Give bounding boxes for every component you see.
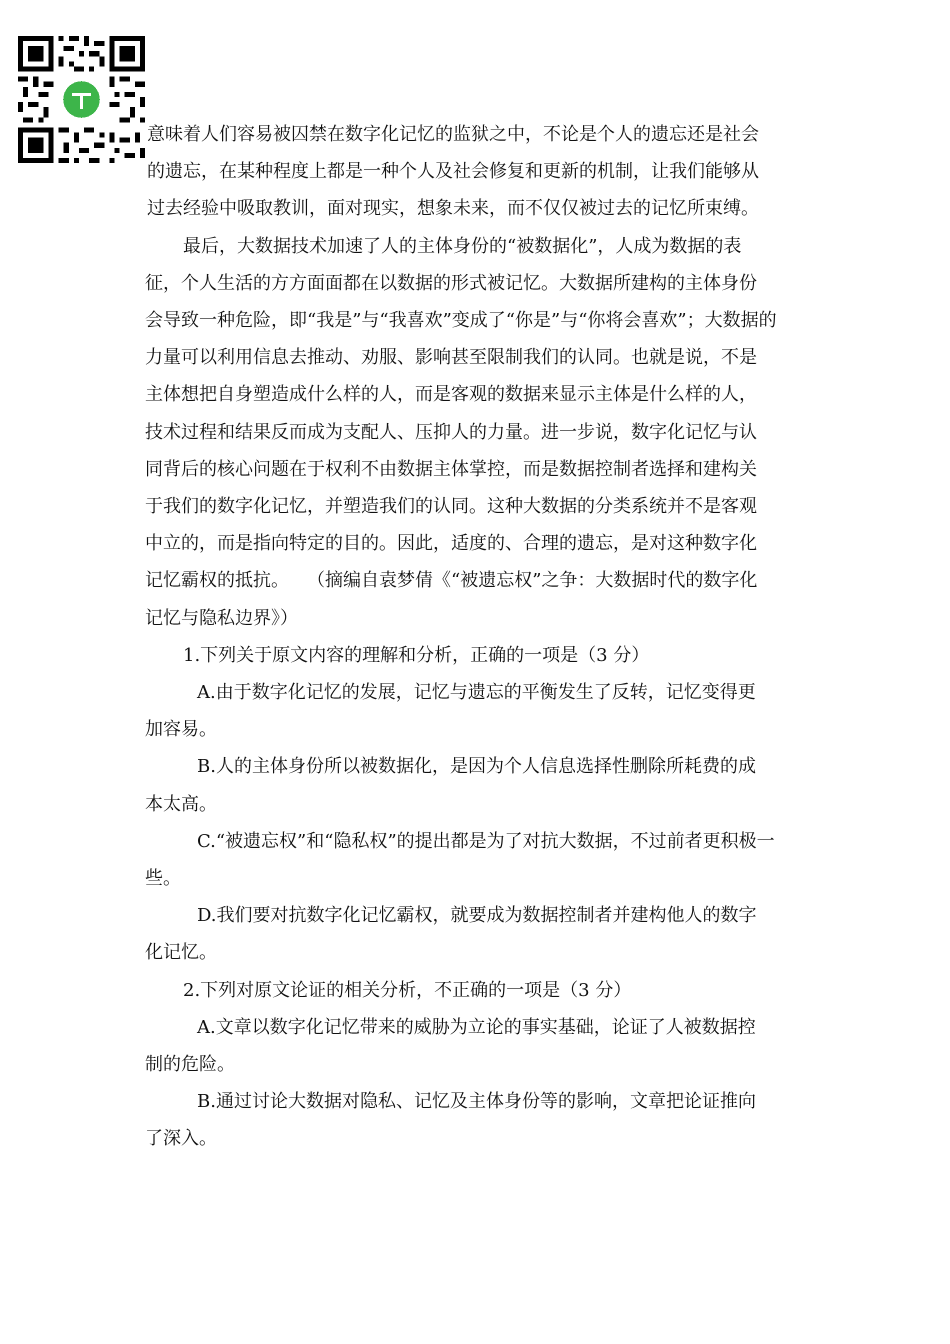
option-b: B.通过讨论大数据对隐私、记忆及主体身份等的影响，文章把论证推向 [197,1091,756,1113]
option-d: D.我们要对抗数字化记忆霸权，就要成为数据控制者并建构他人的数字 [197,905,757,927]
option-a-cont: 制的危险。 [145,1054,235,1076]
question-2 [145,972,800,1158]
option-c-cont: 些。 [145,868,181,890]
question-stem: 1.下列关于原文内容的理解和分析，正确的一项是（3 分） [183,644,650,666]
text-line: 同背后的核心问题在于权利不由数据主体掌控，而是数据控制者选择和建构关 [145,458,757,480]
text-line: 征，个人生活的方方面面都在以数据的形式被记忆。大数据所建构的主体身份 [145,272,757,294]
text-line: 技术过程和结果反而成为支配人、压抑人的力量。进一步说，数字化记忆与认 [145,421,757,443]
text-line: 最后，大数据技术加速了人的主体身份的“被数据化”，人成为数据的表 [183,235,742,257]
text-line: 力量可以利用信息去推动、劝服、影响甚至限制我们的认同。也就是说，不是 [145,347,757,369]
text-line: 记忆霸权的抵抗。 （摘编自袁梦倩《“被遗忘权”之争：大数据时代的数字化 [145,570,758,592]
qr-code-graphic [18,36,145,163]
option-c: C.“被遗忘权”和“隐私权”的提出都是为了对抗大数据，不过前者更积极一 [197,830,775,852]
text-line: 主体想把自身塑造成什么样的人，而是客观的数据来显示主体是什么样的人， [145,384,757,406]
paragraph-final [145,228,800,637]
text-line: 会导致一种危险，即“我是”与“我喜欢”变成了“你是”与“你将会喜欢”；大数据的 [145,310,777,332]
question-stem: 2.下列对原文论证的相关分析，不正确的一项是（3 分） [183,979,632,1001]
text-line: 的遗忘，在某种程度上都是一种个人及社会修复和更新的机制，让我们能够从 [147,161,759,183]
qr-code [18,36,145,163]
option-a: A.文章以数字化记忆带来的威胁为立论的事实基础，论证了人被数据控 [197,1016,756,1038]
text-line: 记忆与隐私边界》） [145,607,298,629]
option-a: A.由于数字化记忆的发展，记忆与遗忘的平衡发生了反转，记忆变得更 [197,682,756,704]
option-b: B.人的主体身份所以被数据化，是因为个人信息选择性删除所耗费的成 [197,756,756,778]
option-b-cont: 了深入。 [145,1128,217,1150]
question-1 [145,637,800,972]
paragraph-continued [145,116,800,228]
option-a-cont: 加容易。 [145,719,217,741]
text-line: 于我们的数字化记忆，并塑造我们的认同。这种大数据的分类系统并不是客观 [145,496,757,518]
text-line: 过去经验中吸取教训，面对现实，想象未来，而不仅仅被过去的记忆所束缚。 [147,198,759,220]
option-b-cont: 本太高。 [145,793,217,815]
text-line: 意味着人们容易被囚禁在数字化记忆的监狱之中，不论是个人的遗忘还是社会 [147,124,759,145]
option-d-cont: 化记忆。 [145,942,217,964]
article-text [145,116,800,1158]
text-line: 中立的，而是指向特定的目的。因此，适度的、合理的遗忘，是对这种数字化 [145,533,757,555]
